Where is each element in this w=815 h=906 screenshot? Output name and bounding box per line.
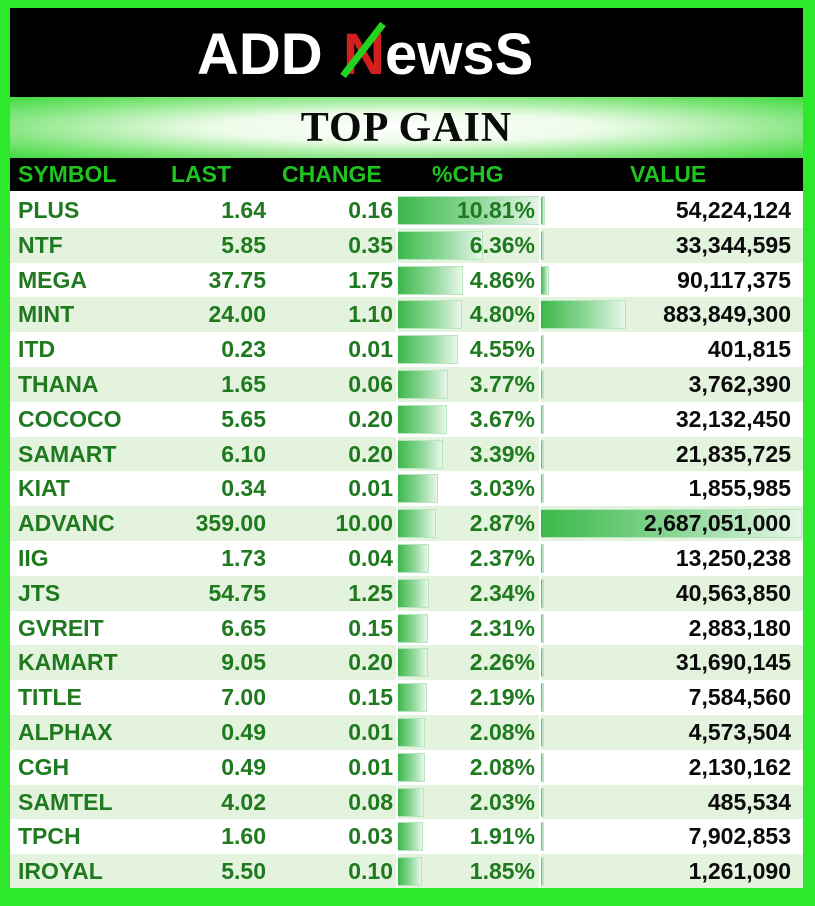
last-price-cell: 1.64 xyxy=(221,197,266,223)
change-cell: 1.75 xyxy=(348,266,393,293)
last-price-cell: 5.50 xyxy=(221,858,266,885)
last-price-cell: 24.00 xyxy=(208,301,266,328)
change-cell: 0.01 xyxy=(348,475,393,502)
table-row xyxy=(10,193,803,228)
pct-change-bar xyxy=(397,335,458,364)
value-cell: 2,883,180 xyxy=(688,614,791,641)
table-row xyxy=(10,645,803,680)
value-bar xyxy=(540,266,549,295)
symbol-cell: THANA xyxy=(18,370,99,397)
last-price-cell: 5.85 xyxy=(221,231,266,258)
last-price-cell: 1.73 xyxy=(221,544,266,571)
symbol-cell: PLUS xyxy=(18,197,80,223)
value-cell: 485,534 xyxy=(707,788,791,815)
symbol-cell: CGH xyxy=(18,753,70,780)
table-row xyxy=(10,854,803,888)
logo-text-ewss: ewsS xyxy=(384,21,533,87)
pct-change-cell: 2.19% xyxy=(469,684,535,711)
value-cell: 13,250,238 xyxy=(675,544,791,571)
column-divider xyxy=(539,191,541,888)
header-last: LAST xyxy=(171,161,232,187)
change-cell: 10.00 xyxy=(335,510,393,537)
table-row xyxy=(10,750,803,785)
pct-change-bar xyxy=(397,614,428,643)
page-title: TOP GAIN xyxy=(300,104,513,151)
value-cell: 54,224,124 xyxy=(675,197,791,223)
pct-change-cell: 2.08% xyxy=(469,753,535,780)
change-cell: 0.20 xyxy=(348,405,393,432)
pct-change-bar xyxy=(397,753,425,782)
change-cell: 0.20 xyxy=(348,649,393,676)
pct-change-cell: 3.77% xyxy=(469,370,535,397)
symbol-cell: KIAT xyxy=(18,475,70,502)
logo-text-add: ADD xyxy=(196,21,323,87)
change-cell: 0.20 xyxy=(348,440,393,467)
symbol-cell: MINT xyxy=(18,301,75,328)
value-cell: 1,855,985 xyxy=(688,475,791,502)
pct-change-cell: 4.55% xyxy=(469,336,535,363)
table-row xyxy=(10,576,803,611)
pct-change-cell: 3.67% xyxy=(469,405,535,432)
header-value: VALUE xyxy=(630,161,707,187)
change-cell: 0.03 xyxy=(348,823,393,850)
pct-change-bar xyxy=(397,683,427,712)
table-row xyxy=(10,263,803,298)
pct-change-cell: 6.36% xyxy=(469,231,535,258)
pct-change-cell: 4.86% xyxy=(469,266,535,293)
change-cell: 0.01 xyxy=(348,753,393,780)
value-cell: 883,849,300 xyxy=(663,301,791,328)
table-header xyxy=(10,158,803,191)
change-cell: 0.10 xyxy=(348,858,393,885)
symbol-cell: GVREIT xyxy=(18,614,104,641)
last-price-cell: 6.10 xyxy=(221,440,266,467)
pct-change-bar xyxy=(397,788,424,817)
symbol-cell: ALPHAX xyxy=(18,718,113,745)
last-price-cell: 54.75 xyxy=(208,579,266,606)
pct-change-cell: 2.26% xyxy=(469,649,535,676)
symbol-cell: SAMTEL xyxy=(18,788,113,815)
change-cell: 0.15 xyxy=(348,614,393,641)
pct-change-cell: 2.03% xyxy=(469,788,535,815)
symbol-cell: ADVANC xyxy=(18,510,115,537)
last-price-cell: 359.00 xyxy=(195,510,266,537)
last-price-cell: 0.49 xyxy=(221,753,266,780)
title-band xyxy=(10,97,803,158)
symbol-cell: ITD xyxy=(18,336,56,363)
pct-change-bar xyxy=(397,857,422,886)
change-cell: 0.15 xyxy=(348,684,393,711)
pct-change-cell: 2.34% xyxy=(469,579,535,606)
table-row xyxy=(10,506,803,541)
pct-change-cell: 1.91% xyxy=(469,823,535,850)
addnewss-logo xyxy=(197,18,617,88)
symbol-cell: COCOCO xyxy=(18,405,122,432)
last-price-cell: 7.00 xyxy=(221,684,266,711)
pct-change-cell: 2.87% xyxy=(469,510,535,537)
symbol-cell: KAMART xyxy=(18,649,118,676)
table-row xyxy=(10,611,803,646)
table-row xyxy=(10,680,803,715)
change-cell: 0.08 xyxy=(348,788,393,815)
pct-change-bar xyxy=(397,544,429,573)
symbol-cell: TPCH xyxy=(18,823,81,850)
table-row xyxy=(10,541,803,576)
pct-change-bar xyxy=(397,579,429,608)
last-price-cell: 1.60 xyxy=(221,823,266,850)
value-cell: 2,687,051,000 xyxy=(643,510,791,537)
change-cell: 0.04 xyxy=(348,544,393,571)
change-cell: 0.06 xyxy=(348,370,393,397)
value-cell: 7,902,853 xyxy=(688,823,791,850)
symbol-cell: MEGA xyxy=(18,266,87,293)
last-price-cell: 0.34 xyxy=(221,475,266,502)
value-cell: 7,584,560 xyxy=(688,684,791,711)
value-cell: 3,762,390 xyxy=(688,370,791,397)
last-price-cell: 4.02 xyxy=(221,788,266,815)
table-row xyxy=(10,228,803,263)
value-cell: 2,130,162 xyxy=(688,753,791,780)
pct-change-cell: 2.37% xyxy=(469,544,535,571)
last-price-cell: 1.65 xyxy=(221,370,266,397)
pct-change-cell: 2.31% xyxy=(469,614,535,641)
value-cell: 33,344,595 xyxy=(675,231,791,258)
change-cell: 1.25 xyxy=(348,579,393,606)
last-price-cell: 37.75 xyxy=(208,266,266,293)
last-price-cell: 6.65 xyxy=(221,614,266,641)
header-change: CHANGE xyxy=(282,161,382,187)
change-cell: 0.35 xyxy=(348,231,393,258)
value-cell: 32,132,450 xyxy=(675,405,791,432)
symbol-cell: SAMART xyxy=(18,440,117,467)
table-row xyxy=(10,367,803,402)
change-cell: 0.01 xyxy=(348,718,393,745)
brand-banner xyxy=(10,8,803,97)
pct-change-bar xyxy=(397,440,443,469)
pct-change-bar xyxy=(397,822,423,851)
table-row xyxy=(10,332,803,367)
change-cell: 0.01 xyxy=(348,336,393,363)
table-row xyxy=(10,297,803,332)
pct-change-bar xyxy=(397,370,448,399)
value-bar xyxy=(540,300,626,329)
pct-change-bar xyxy=(397,509,436,538)
last-price-cell: 5.65 xyxy=(221,405,266,432)
value-cell: 31,690,145 xyxy=(675,649,791,676)
header-pct-change: %CHG xyxy=(432,161,504,187)
change-cell: 0.16 xyxy=(348,197,393,223)
symbol-cell: JTS xyxy=(18,579,61,606)
pct-change-bar xyxy=(397,300,462,329)
header-symbol: SYMBOL xyxy=(18,161,117,187)
pct-change-cell: 1.85% xyxy=(469,858,535,885)
pct-change-cell: 10.81% xyxy=(456,197,535,223)
change-cell: 1.10 xyxy=(348,301,393,328)
pct-change-bar xyxy=(397,474,438,503)
table-row xyxy=(10,785,803,820)
symbol-cell: NTF xyxy=(18,231,63,258)
table-row xyxy=(10,819,803,854)
pct-change-cell: 2.08% xyxy=(469,718,535,745)
pct-change-bar xyxy=(397,718,425,747)
symbol-cell: TITLE xyxy=(18,684,82,711)
value-cell: 401,815 xyxy=(707,336,791,363)
pct-change-cell: 3.39% xyxy=(469,440,535,467)
value-cell: 90,117,375 xyxy=(677,266,791,293)
table-row xyxy=(10,471,803,506)
symbol-cell: IROYAL xyxy=(18,858,103,885)
value-cell: 1,261,090 xyxy=(688,858,791,885)
pct-change-bar xyxy=(397,648,428,677)
table-row xyxy=(10,715,803,750)
last-price-cell: 0.49 xyxy=(221,718,266,745)
pct-change-bar xyxy=(397,405,447,434)
table-body xyxy=(10,193,803,888)
value-cell: 21,835,725 xyxy=(675,440,791,467)
logo-text-n: N xyxy=(342,21,385,87)
pct-change-bar xyxy=(397,266,463,295)
last-price-cell: 0.23 xyxy=(221,336,266,363)
last-price-cell: 9.05 xyxy=(221,649,266,676)
top-gain-board xyxy=(10,8,803,888)
pct-change-cell: 4.80% xyxy=(469,301,535,328)
value-cell: 40,563,850 xyxy=(675,579,791,606)
value-cell: 4,573,504 xyxy=(688,718,791,745)
symbol-cell: IIG xyxy=(18,544,49,571)
pct-change-cell: 3.03% xyxy=(469,475,535,502)
column-divider xyxy=(396,191,398,888)
table-row xyxy=(10,437,803,472)
table-row xyxy=(10,402,803,437)
